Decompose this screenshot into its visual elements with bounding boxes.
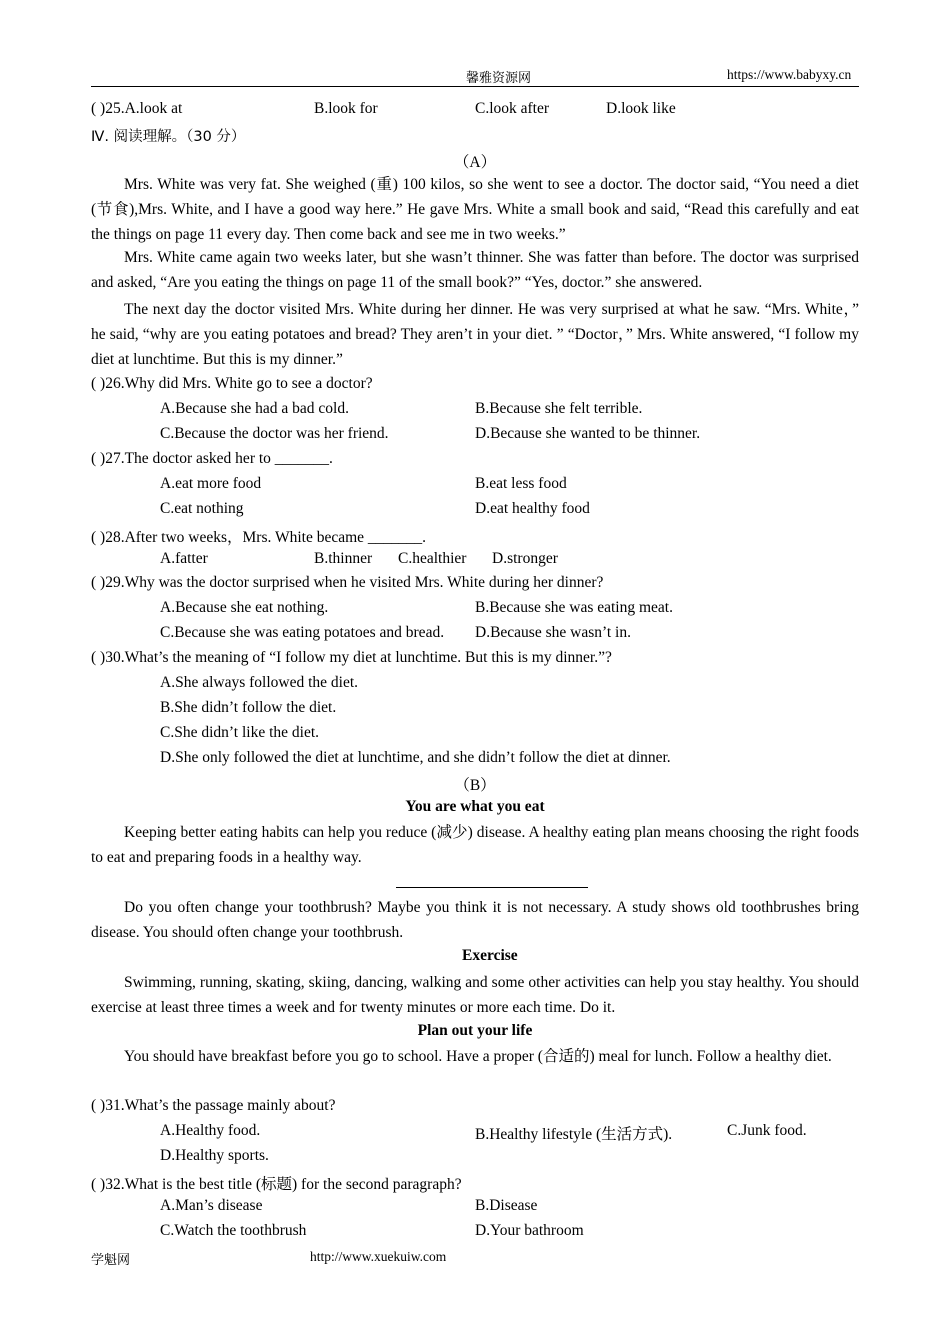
q31-stem: ( )31.What’s the passage mainly about? <box>91 1097 336 1114</box>
q28-option-d: D.stronger <box>492 550 558 567</box>
q30-option-d: D.She only followed the diet at lunchtime, and she didn’t follow the diet at dinner. <box>160 749 671 766</box>
q27-option-b: B.eat less food <box>475 475 567 492</box>
passage-b-title: You are what you eat <box>405 798 545 815</box>
q31-option-b: B.Healthy lifestyle (生活方式). <box>475 1126 673 1143</box>
q29-stem: ( )29.Why was the doctor surprised when he visited Mrs. White during her dinner? <box>91 574 604 591</box>
section-title: Ⅳ. 阅读理解。（30 分） <box>91 129 246 145</box>
q26-option-c: C.Because the doctor was her friend. <box>160 425 389 442</box>
q32-option-c: C.Watch the toothbrush <box>160 1222 307 1239</box>
q31-option-a: A.Healthy food. <box>160 1122 261 1139</box>
passage-b-label: （B） <box>454 777 496 794</box>
q28-option-b: B.thinner <box>314 550 373 567</box>
q32-option-a: A.Man’s disease <box>160 1197 263 1214</box>
q32-stem: ( )32.What is the best title (标题) for the second paragraph? <box>91 1176 462 1193</box>
q25-option-d: D.look like <box>606 100 676 117</box>
q26-stem: ( )26.Why did Mrs. White go to see a doctor? <box>91 375 373 392</box>
q31-option-c: C.Junk food. <box>727 1122 807 1139</box>
header-site-name: 馨雅资源网 <box>466 71 532 86</box>
plan-heading: Plan out your life <box>417 1022 533 1039</box>
passage-a-paragraph-3: The next day the doctor visited Mrs. White during her dinner. He was very surprised at what he saw. “Mrs. White，” he said, “why are you eating potatoes and bread? They aren’t in your diet. ” “Doctor，” Mrs. White answered, “I follow my diet at lunchtime. But this is my dinner.” <box>91 301 859 368</box>
passage-b-paragraph-3: Swimming, running, skating, skiing, dancing, walking and some other activities can help you stay healthy. You should exercise at least three times a week and for twenty minutes or more each time. Do it. <box>91 974 859 1016</box>
q32-option-d: D.Your bathroom <box>475 1222 584 1239</box>
q25-stem: ( )25.A.look at <box>91 100 183 117</box>
q31-option-d: D.Healthy sports. <box>160 1147 269 1164</box>
footer-site-name: 学魁网 <box>91 1253 131 1268</box>
q27-stem: ( )27.The doctor asked her to _______. <box>91 450 333 467</box>
q28-option-c: C.healthier <box>398 550 467 567</box>
header-url[interactable]: https://www.babyxy.cn <box>727 67 852 82</box>
q28-option-a: A.fatter <box>160 550 208 567</box>
exercise-heading: Exercise <box>462 947 518 964</box>
q28-stem: ( )28.After two weeks，Mrs. White became _______. <box>91 529 427 546</box>
q26-option-a: A.Because she had a bad cold. <box>160 400 349 417</box>
q27-option-c: C.eat nothing <box>160 500 244 517</box>
missing-title-blank[interactable] <box>396 887 588 888</box>
header-rule <box>91 86 859 87</box>
q27-option-d: D.eat healthy food <box>475 500 590 517</box>
q29-option-b: B.Because she was eating meat. <box>475 599 673 616</box>
q27-option-a: A.eat more food <box>160 475 262 492</box>
passage-a-paragraph-2: Mrs. White came again two weeks later, but she wasn’t thinner. She was fatter than before. The doctor was surprised and asked, “Are you eating the things on page 11 of the small book?” “Yes, doctor.” she answered. <box>91 249 859 291</box>
q29-option-d: D.Because she wasn’t in. <box>475 624 631 641</box>
footer-url[interactable]: http://www.xuekuiw.com <box>310 1249 447 1264</box>
q30-option-b: B.She didn’t follow the diet. <box>160 699 337 716</box>
passage-b-paragraph-4: You should have breakfast before you go to school. Have a proper (合适的) meal for lunch. Follow a healthy diet. <box>124 1048 832 1065</box>
q30-option-a: A.She always followed the diet. <box>160 674 359 691</box>
q25-option-b: B.look for <box>314 100 378 117</box>
q29-option-c: C.Because she was eating potatoes and bread. <box>160 624 445 641</box>
q26-option-b: B.Because she felt terrible. <box>475 400 643 417</box>
q29-option-a: A.Because she eat nothing. <box>160 599 329 616</box>
passage-b-paragraph-1: Keeping better eating habits can help you reduce (减少) disease. A healthy eating plan means choosing the right foods to eat and preparing foods in a healthy way. <box>91 824 859 866</box>
passage-a-paragraph-1: Mrs. White was very fat. She weighed (重) 100 kilos, so she went to see a doctor. The doctor said, “You need a diet (节食),Mrs. White, and I have a good way here.” He gave Mrs. White a small book and said, “Read this carefully and eat the things on page 11 every day. Then come back and see me in two weeks.” <box>91 176 859 243</box>
passage-b-paragraph-2: Do you often change your toothbrush? Maybe you think it is not necessary. A study shows old toothbrushes bring disease. You should often change your toothbrush. <box>91 899 859 941</box>
q30-option-c: C.She didn’t like the diet. <box>160 724 320 741</box>
q25-option-c: C.look after <box>475 100 550 117</box>
q26-option-d: D.Because she wanted to be thinner. <box>475 425 701 442</box>
q30-stem: ( )30.What’s the meaning of “I follow my diet at lunchtime. But this is my dinner.”? <box>91 649 612 666</box>
q32-option-b: B.Disease <box>475 1197 538 1214</box>
passage-a-label: （A） <box>453 154 497 171</box>
